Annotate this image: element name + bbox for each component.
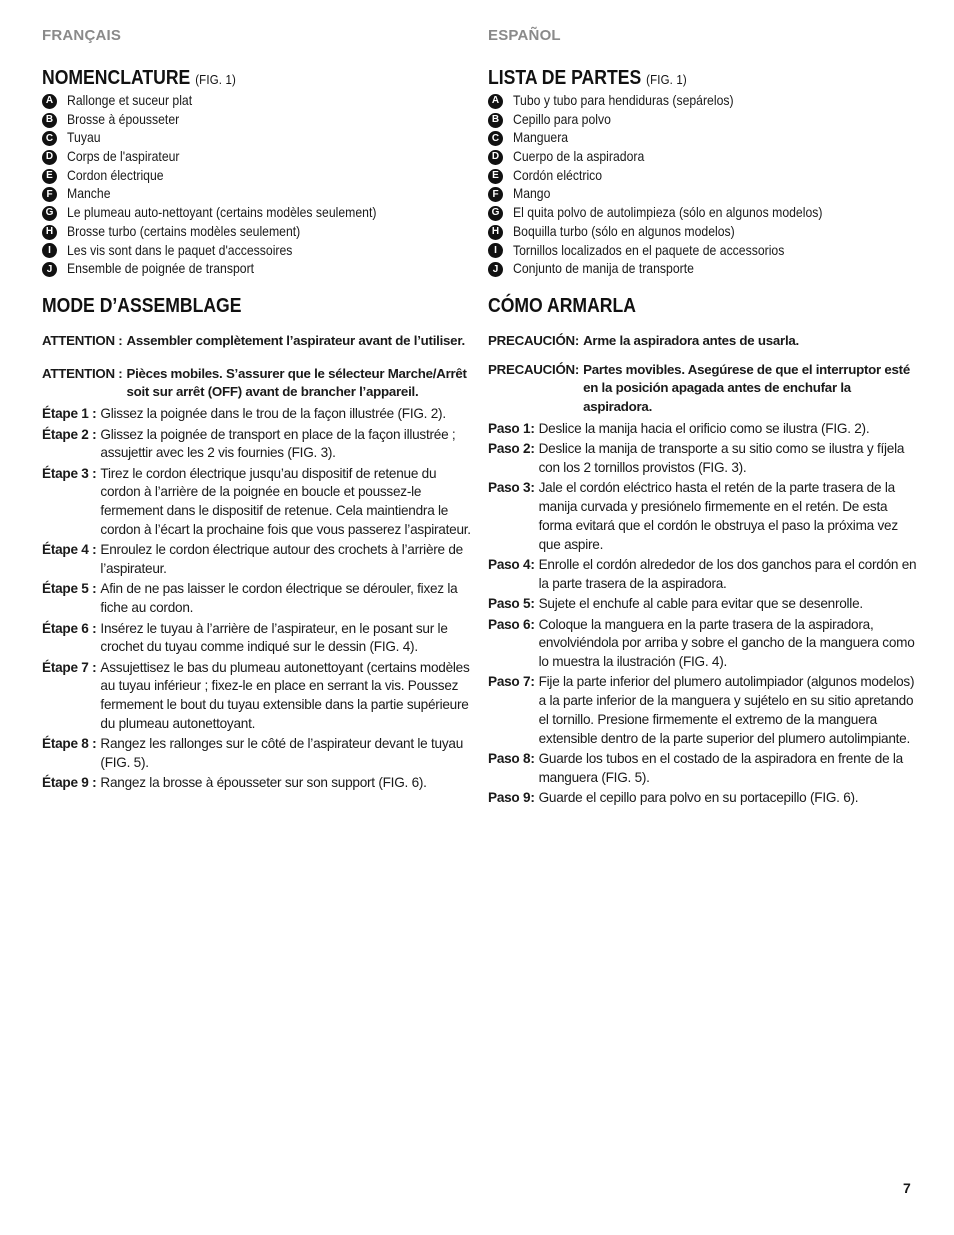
step-label: Étape 6 : <box>42 620 97 636</box>
parts-list-es <box>488 92 920 279</box>
caution-note <box>488 332 920 351</box>
nomenclature-title: NOMENCLATURE <box>42 67 191 89</box>
list-item <box>42 260 472 279</box>
letter-badge: D <box>488 150 503 165</box>
step-item <box>42 465 472 540</box>
caution-note <box>488 361 920 417</box>
step-text: Glissez la poignée de transport en place de la façon illustrée ; assujettir avec les 2 vis fournies (FIG. 3). <box>100 426 456 461</box>
part-label: Cuerpo de la aspiradora <box>513 149 645 165</box>
step-item <box>42 580 472 618</box>
step-text: Guarde los tubos en el costado de la aspiradora en frente de la manguera (FIG. 5). <box>538 751 903 785</box>
part-label: Brosse turbo (certains modèles seulement) <box>67 223 301 239</box>
letter-badge: B <box>488 113 503 128</box>
letter-badge: E <box>42 169 57 184</box>
step-item <box>42 735 472 773</box>
step-item <box>488 440 920 478</box>
letter-badge: G <box>488 206 503 221</box>
part-label: Boquilla turbo (sólo en algunos modelos) <box>513 223 735 239</box>
step-label: Étape 8 : <box>42 736 97 752</box>
list-item <box>488 92 920 111</box>
step-item <box>42 541 472 579</box>
list-item <box>488 260 920 279</box>
step-text: Assujettisez le bas du plumeau autonettoyant (certains modèles au tuyau inférieur ; fixez-le en place en serrant la vis. Poussez fermement le bout du tuyau extensible dans la partie supérieure du plumeau autonettoyant. <box>100 659 470 732</box>
step-text: Afin de ne pas laisser le cordon électrique se dérouler, fixez la fiche au cordon. <box>100 581 458 616</box>
step-label: Étape 1 : <box>42 406 97 422</box>
step-item <box>488 420 920 439</box>
letter-badge: A <box>488 94 503 109</box>
step-label: Paso 9: <box>488 790 535 806</box>
list-item <box>488 111 920 130</box>
step-label: Paso 2: <box>488 441 535 457</box>
parts-list-fr <box>42 92 472 279</box>
step-text: Rangez la brosse à épousseter sur son support (FIG. 6). <box>100 775 427 791</box>
letter-badge: I <box>42 243 57 258</box>
part-label: Rallonge et suceur plat <box>67 93 193 108</box>
step-text: Rangez les rallonges sur le côté de l’aspirateur devant le tuyau (FIG. 5). <box>100 736 464 771</box>
parts-list-heading <box>488 66 868 90</box>
letter-badge: J <box>488 262 503 277</box>
list-item <box>488 167 920 186</box>
letter-badge: C <box>42 131 57 146</box>
list-item <box>42 129 472 148</box>
caution-label: ATTENTION : <box>42 332 123 348</box>
step-text: Deslice la manija de transporte a su sitio como se ilustra y fíjela con los 2 tornillos provistos (FIG. 3). <box>538 441 905 476</box>
nomenclature-heading <box>42 66 420 90</box>
step-text: Tirez le cordon électrique jusqu’au dispositif de retenue du cordon à l’arrière de la poignée en boucle et poussez-le fermement dans le dispositif de retenue. Cela maintiendra le cordon à l’écart la prochaine fois que vous passerez l’aspirateur. <box>100 465 471 538</box>
letter-badge: E <box>488 169 503 184</box>
step-text: Fije la parte inferior del plumero autolimpiador (algunos modelos) a la parte inferior de la manguera y sujételo en su sitio apretando el tornillo. Presione firmemente el extremo de la manguera extensible dentro de la parte superior del plumero autolimpiante. <box>538 674 915 746</box>
step-label: Paso 7: <box>488 674 535 690</box>
letter-badge: A <box>42 94 57 109</box>
step-text: Coloque la manguera en la parte trasera de la aspiradora, envolviéndola por arriba y sobre el gancho de la manguera como lo muestra la ilustración (FIG. 4). <box>538 616 915 670</box>
letter-badge: F <box>488 187 503 202</box>
step-label: Étape 3 : <box>42 465 97 481</box>
step-label: Étape 7 : <box>42 659 97 675</box>
part-label: Tuyau <box>67 130 101 146</box>
part-label: Manguera <box>513 130 569 146</box>
part-label: Cordón eléctrico <box>513 167 603 183</box>
step-item <box>42 426 472 464</box>
caution-label: ATTENTION : <box>42 365 123 381</box>
part-label: Mango <box>513 186 551 202</box>
part-label: Le plumeau auto-nettoyant (certains modèles seulement) <box>67 205 377 221</box>
step-item <box>488 750 920 788</box>
step-label: Étape 9 : <box>42 775 97 791</box>
part-label: Cepillo para polvo <box>513 111 611 127</box>
letter-badge: J <box>42 262 57 277</box>
part-label: Brosse à épousseter <box>67 111 180 127</box>
step-text: Guarde el cepillo para polvo en su portacepillo (FIG. 6). <box>538 790 859 806</box>
list-item <box>488 129 920 148</box>
assembly-heading-fr: MODE D’ASSEMBLAGE <box>42 294 242 317</box>
caution-label: PRECAUCIÓN: <box>488 361 580 377</box>
step-text: Enroulez le cordon électrique autour des crochets à l’arrière de l’aspirateur. <box>100 542 463 577</box>
step-item <box>42 405 472 424</box>
list-item <box>488 204 920 223</box>
letter-badge: F <box>42 187 57 202</box>
step-label: Paso 4: <box>488 557 535 573</box>
letter-badge: C <box>488 131 503 146</box>
step-text: Enrolle el cordón alrededor de los dos ganchos para el cordón en la parte trasera de la aspiradora. <box>538 557 917 591</box>
parts-list-title: LISTA DE PARTES <box>488 67 642 89</box>
list-item <box>42 185 472 204</box>
list-item <box>42 148 472 167</box>
nomenclature-fig-ref: (FIG. 1) <box>195 72 237 87</box>
letter-badge: H <box>488 225 503 240</box>
step-label: Paso 5: <box>488 596 535 612</box>
list-item <box>488 242 920 261</box>
step-label: Paso 8: <box>488 751 535 767</box>
list-item <box>42 92 472 111</box>
list-item <box>488 185 920 204</box>
step-label: Étape 2 : <box>42 426 97 442</box>
step-item <box>488 595 920 614</box>
caution-note <box>42 332 472 351</box>
assembly-heading-es: CÓMO ARMARLA <box>488 294 636 317</box>
caution-label: PRECAUCIÓN: <box>488 332 580 348</box>
list-item <box>42 242 472 261</box>
spanish-column <box>488 26 920 808</box>
page-number: 7 <box>903 1180 911 1196</box>
caution-text: Arme la aspiradora antes de usarla. <box>583 332 799 348</box>
step-text: Glissez la poignée dans le trou de la façon illustrée (FIG. 2). <box>100 406 446 422</box>
letter-badge: H <box>42 225 57 240</box>
step-label: Étape 4 : <box>42 542 97 558</box>
part-label: Les vis sont dans le paquet d'accessoires <box>67 242 293 258</box>
parts-list-fig-ref: (FIG. 1) <box>646 72 687 87</box>
letter-badge: D <box>42 150 57 165</box>
step-item <box>488 479 920 554</box>
step-label: Paso 6: <box>488 616 535 632</box>
caution-text: Assembler complètement l’aspirateur avant de l’utiliser. <box>126 332 465 348</box>
step-item <box>488 789 920 808</box>
step-item <box>42 659 472 734</box>
step-text: Insérez le tuyau à l’arrière de l’aspirateur, en le posant sur le crochet du tuyau comme indiqué sur le dessin (FIG. 4). <box>100 620 448 655</box>
part-label: Tornillos localizados en el paquete de accessorios <box>513 242 785 258</box>
step-text: Jale el cordón eléctrico hasta el retén de la parte trasera de la manija curvada y presiónelo firmemente en el retén. De esta forma evitará que el cordón le obstruya el paso la próxima vez que aspire. <box>538 480 898 552</box>
step-text: Deslice la manija hacia el orificio como se ilustra (FIG. 2). <box>538 421 870 437</box>
part-label: Tubo y tubo para hendiduras (sepárelos) <box>513 93 734 108</box>
caution-text: Pièces mobiles. S’assurer que le sélecteur Marche/Arrêt soit sur arrêt (OFF) avant de brancher l’appareil. <box>126 365 467 400</box>
list-item <box>488 148 920 167</box>
step-item <box>488 616 920 672</box>
letter-badge: I <box>488 243 503 258</box>
language-label-fr: FRANÇAIS <box>42 27 122 44</box>
step-label: Paso 1: <box>488 421 535 437</box>
part-label: Manche <box>67 186 111 202</box>
step-label: Étape 5 : <box>42 581 97 597</box>
step-label: Paso 3: <box>488 480 535 496</box>
list-item <box>42 111 472 130</box>
caution-text: Partes movibles. Asegúrese de que el interruptor esté en la posición apagada antes de enchufar la aspiradora. <box>583 361 911 415</box>
step-item <box>488 673 920 748</box>
part-label: Ensemble de poignée de transport <box>67 261 255 277</box>
step-item <box>42 620 472 658</box>
part-label: El quita polvo de autolimpieza (sólo en algunos modelos) <box>513 205 823 221</box>
list-item <box>42 167 472 186</box>
letter-badge: B <box>42 113 57 128</box>
part-label: Cordon électrique <box>67 167 164 183</box>
part-label: Conjunto de manija de transporte <box>513 261 694 277</box>
list-item <box>42 223 472 242</box>
step-item <box>42 774 472 793</box>
french-column <box>42 26 472 793</box>
list-item <box>42 204 472 223</box>
letter-badge: G <box>42 206 57 221</box>
language-label-es: ESPAÑOL <box>488 27 561 44</box>
list-item <box>488 223 920 242</box>
part-label: Corps de l'aspirateur <box>67 149 180 165</box>
caution-note <box>42 365 472 403</box>
step-item <box>488 556 920 594</box>
step-text: Sujete el enchufe al cable para evitar que se desenrolle. <box>538 596 863 612</box>
